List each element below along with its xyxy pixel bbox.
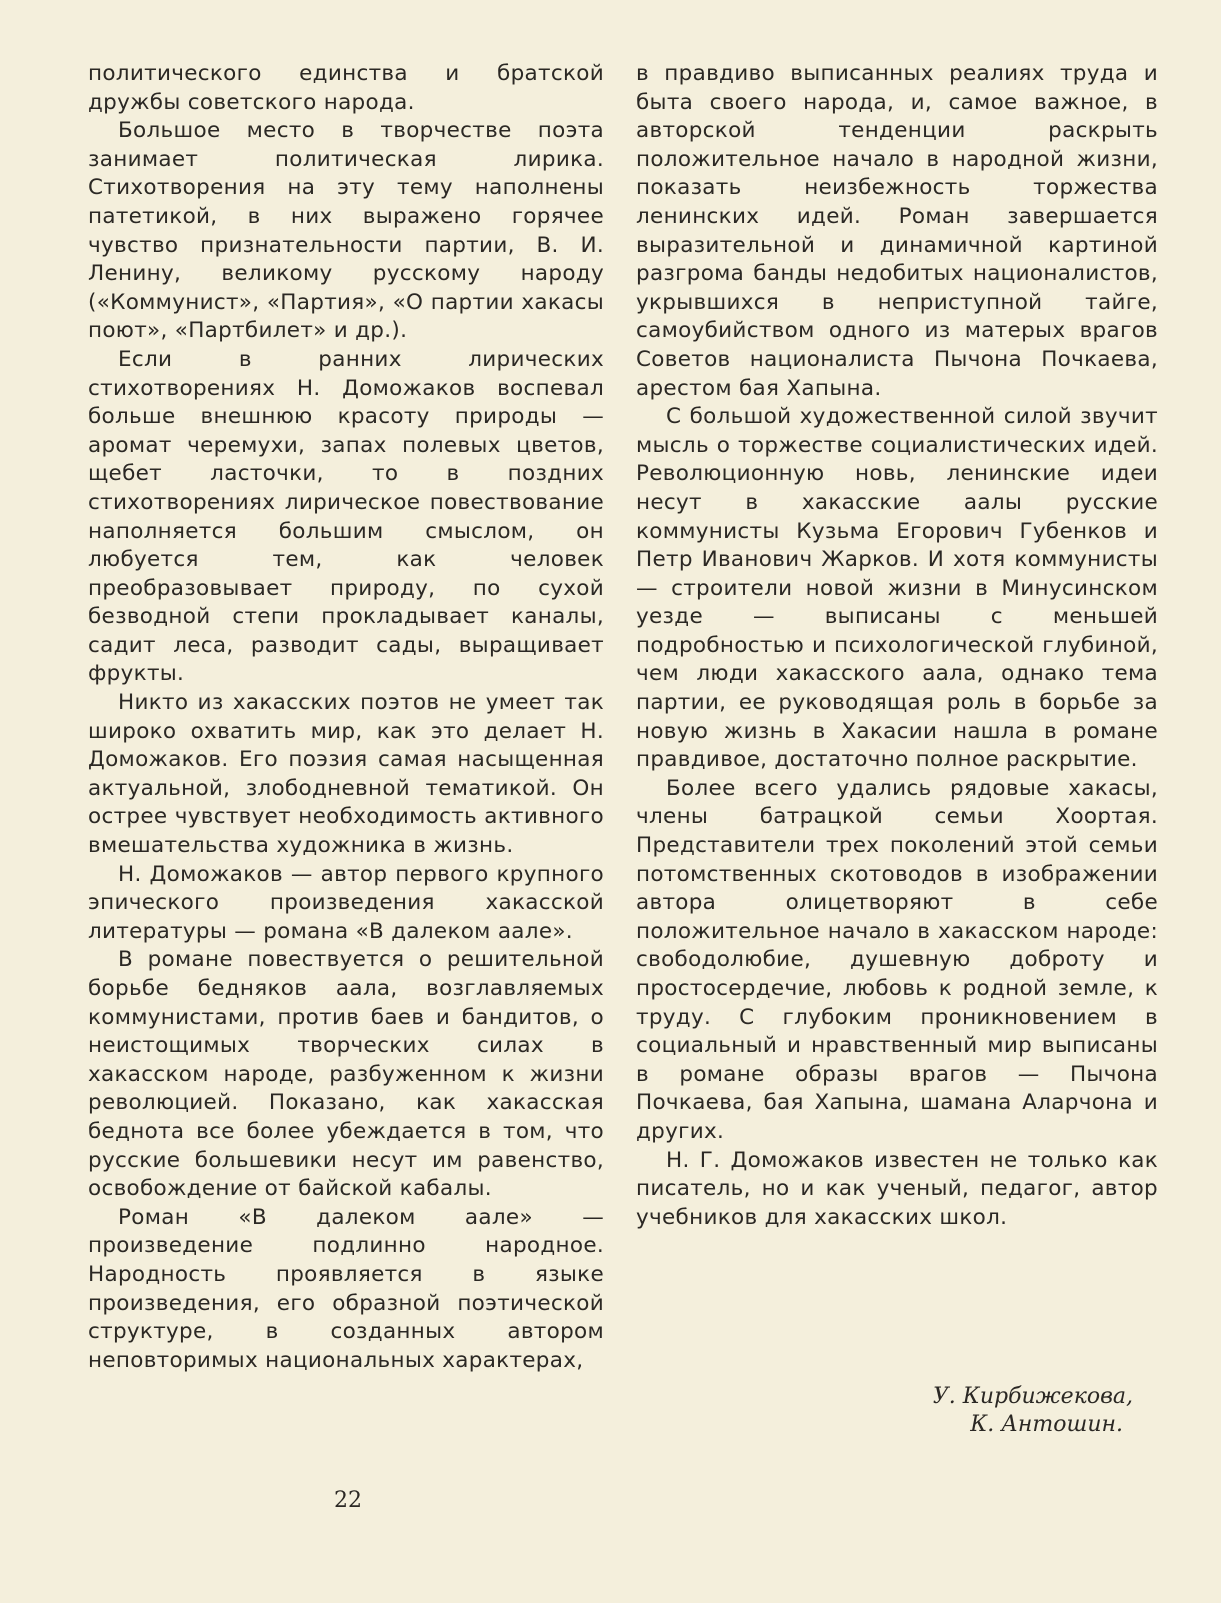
paragraph: Большое место в творчестве поэта занимает политическая лирика. Стихотворения на эту тему наполнены патетикой, в них выражено горячее чувство признательности партии, В. И. Ленину, великому русскому народу («Коммунист», «Партия», «О партии хакасы поют», «Партбилет» и др.). [88,118,604,344]
paragraph: Более всего удались рядовые хакасы, члены батрацкой семьи Хоортая. Представители трех поколений этой семьи потомственных скотоводов в изображении автора олицетворяют в себе положительное начало в хакасском народе: свободолюбие, душевную доброту и простосердечие, любовь к родной земле, к труду. С глубоким проникновением в социальный и нравственный мир выписаны в романе образы врагов — Пычона Почкаева, бая Хапына, шамана Аларчона и других. [636,775,1158,1144]
paragraph: С большой художественной силой звучит мысль о торжестве социалистических идей. Революционную новь, ленинские идеи несут в хакасские аалы русские коммунисты Кузьма Егорович Губенков и Петр Иванович Жарков. И хотя коммунисты — строители новой жизни в Минусинском уезде — выписаны с меньшей подробностью и психологической глубиной, чем люди хакасского аала, однако тема партии, ее руководящая роль в борьбе за новую жизнь в Хакасии нашла в романе правдивое, достаточно полное раскрытие. [636,404,1158,773]
paragraph: Н. Г. Доможаков известен не только как писатель, но и как ученый, педагог, автор учебников для хакасских школ. [636,1147,1158,1230]
author-signature [933,1383,1133,1439]
paragraph: Никто из хакасских поэтов не умеет так широко охватить мир, как это делает Н. Доможаков. Его поэзия самая насыщенная актуальной, злободневной тематикой. Он острее чувствует необходимость активного вмешательства художника в жизнь. [88,690,604,859]
paragraph: в правдиво выписанных реалиях труда и быта своего народа, и, самое важное, в авторской тенденции раскрыть положительное начало в народной жизни, показать неизбежность торжества ленинских идей. Роман завершается выразительной и динамичной картиной разгрома банды недобитых националистов, укрывшихся в неприступной тайге, самоубийством одного из матерых врагов Советов националиста Пычона Почкаева, арестом бая Хапына. [636,61,1158,401]
paragraph: Н. Доможаков — автор первого крупного эпического произведения хакасской литературы — романа «В далеком аале». [88,861,604,944]
author-name: У. Кирбижекова, [932,1384,1133,1409]
author-name: К. Антошин. [970,1412,1123,1437]
page-number: 22 [334,1488,362,1513]
paragraph: Роман «В далеком аале» — произведение подлинно народное. Народность проявляется в языке произведения, его образной поэтической структуре, в созданных автором неповторимых национальных характерах, [88,1204,604,1373]
right-column [636,60,1158,1232]
left-column [88,60,604,1375]
paragraph: Если в ранних лирических стихотворениях Н. Доможаков воспевал больше внешнюю красоту природы — аромат черемухи, запах полевых цветов, щебет ласточки, то в поздних стихотворениях лирическое повествование наполняется большим смыслом, он любуется тем, как человек преобразовывает природу, по сухой безводной степи прокладывает каналы, садит леса, разводит сады, выращивает фрукты. [88,346,604,687]
paragraph: политического единства и братской дружбы советского народа. [88,61,604,115]
paragraph: В романе повествуется о решительной борьбе бедняков аала, возглавляемых коммунистами, против баев и бандитов, о неистощимых творческих силах в хакасском народе, разбуженном к жизни революцией. Показано, как хакасская беднота все более убеждается в том, что русские большевики несут им равенство, освобождение от байской кабалы. [88,947,604,1202]
